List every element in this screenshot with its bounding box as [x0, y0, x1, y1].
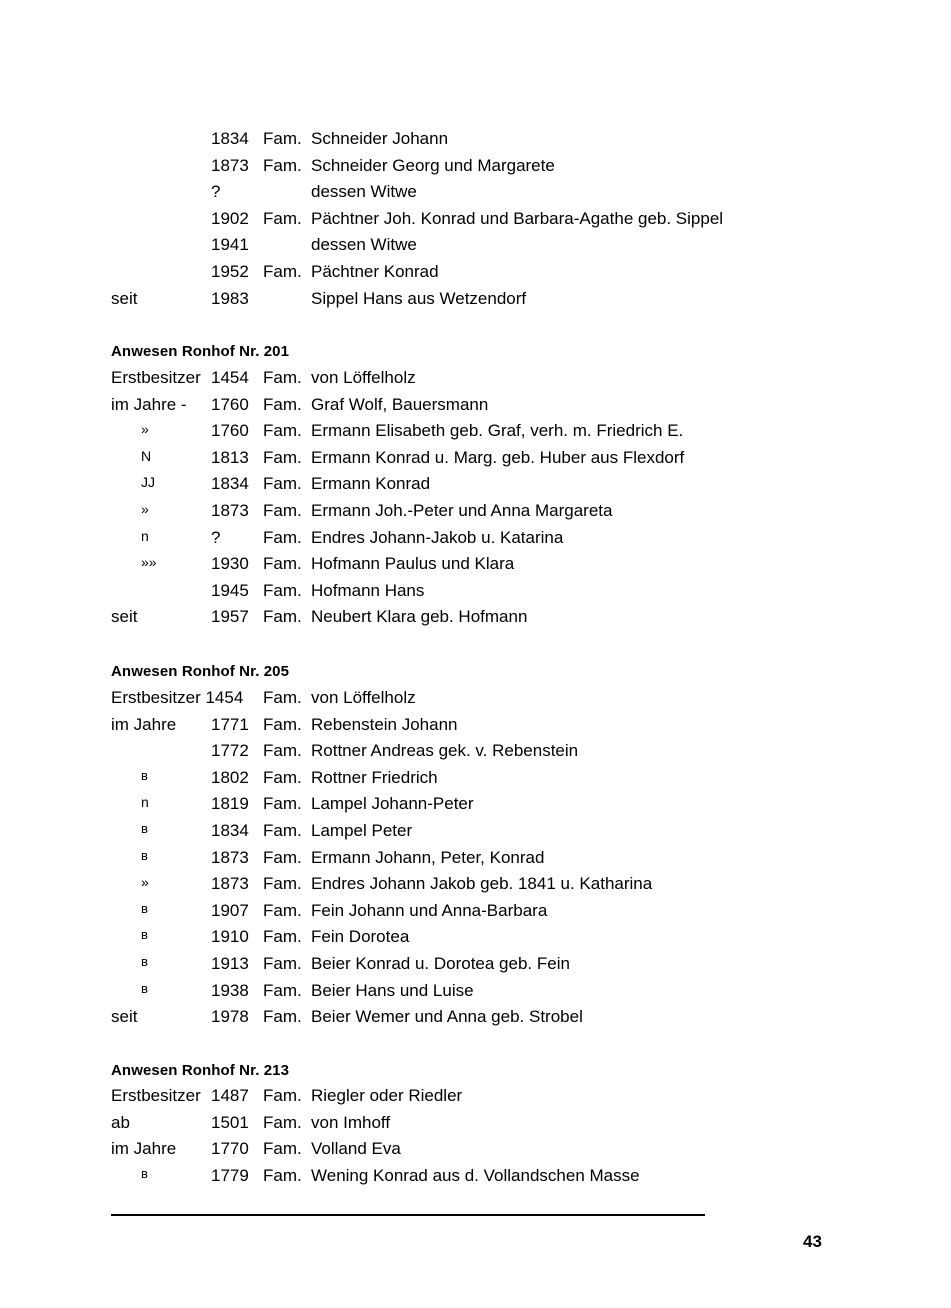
row-name: Endres Johann Jakob geb. 1841 u. Katharina: [311, 874, 653, 894]
row-year: 1938: [211, 980, 249, 1000]
row-name: Riegler oder Riedler: [311, 1086, 463, 1105]
row-fam: Fam.: [263, 688, 302, 707]
row-fam: Fam.: [263, 447, 302, 467]
row-name: Endres Johann-Jakob u. Katarina: [311, 527, 564, 547]
row-fam: Fam.: [263, 741, 302, 761]
row-name: Ermann Johann, Peter, Konrad: [311, 847, 545, 867]
row-name: Schneider Georg und Margarete: [311, 155, 555, 175]
row-year: 1819: [211, 794, 249, 814]
row-name: Volland Eva: [311, 1139, 401, 1159]
row-year: 1873: [211, 155, 249, 175]
row-label: seit: [111, 1007, 138, 1027]
row-label: N: [141, 447, 152, 464]
row-year: ?: [211, 527, 221, 547]
row-year: 1983: [211, 288, 249, 308]
row-fam: Fam.: [263, 900, 302, 920]
row-year: 1802: [211, 767, 249, 787]
row-label: в: [141, 847, 148, 863]
row-name: Pächtner Joh. Konrad und Barbara-Agathe geb. Sippel: [311, 208, 724, 228]
row-label: ab: [111, 1112, 130, 1132]
row-year: 1902: [211, 208, 249, 228]
row-year: 1772: [211, 741, 249, 761]
row-label: »»: [141, 554, 157, 571]
row-year: 1770: [211, 1139, 249, 1159]
row-name: dessen Witwe: [311, 182, 417, 202]
row-name: von Löffelholz: [311, 688, 416, 707]
row-year: 1913: [211, 953, 249, 973]
row-year: 1957: [211, 607, 249, 627]
row-name: Ermann Elisabeth geb. Graf, verh. m. Friedrich E.: [311, 421, 684, 441]
row-label: seit: [111, 288, 138, 308]
row-label: в: [141, 900, 148, 916]
row-name: Rottner Andreas gek. v. Rebenstein: [311, 741, 579, 761]
row-name: Rottner Friedrich: [311, 767, 438, 787]
row-label: в: [141, 953, 148, 969]
row-fam: Fam.: [263, 261, 302, 281]
row-name: Beier Konrad u. Dorotea geb. Fein: [311, 953, 570, 973]
row-name: Pächtner Konrad: [311, 261, 439, 281]
row-year: 1760: [211, 394, 249, 414]
row-fam: Fam.: [263, 980, 302, 1000]
row-name: Hofmann Paulus und Klara: [311, 554, 515, 574]
row-year: 1873: [211, 874, 249, 894]
row-label: в: [141, 767, 148, 783]
row-year: 1501: [211, 1112, 249, 1132]
row-label: JJ: [141, 474, 155, 491]
row-year: ?: [211, 182, 221, 202]
row-name: von Imhoff: [311, 1112, 391, 1132]
row-label: im Jahre: [111, 714, 177, 734]
row-name: Ermann Konrad: [311, 474, 431, 494]
row-fam: Fam.: [263, 927, 302, 947]
row-label: »: [141, 421, 149, 438]
row-year: 1771: [211, 714, 249, 734]
row-year: 1978: [211, 1007, 249, 1027]
row-fam: Fam.: [263, 767, 302, 787]
row-label: »: [141, 500, 149, 517]
row-year: 1910: [211, 927, 249, 947]
row-name: Rebenstein Johann: [311, 714, 458, 734]
row-year: 1834: [211, 474, 249, 494]
row-name: Neubert Klara geb. Hofmann: [311, 607, 528, 627]
row-name: Lampel Johann-Peter: [311, 794, 474, 814]
row-year: 1779: [211, 1165, 249, 1185]
row-year: 1834: [211, 820, 249, 840]
row-fam: Fam.: [263, 1007, 302, 1027]
row-year: 1760: [211, 421, 249, 441]
row-label: Erstbesitzer: [111, 1086, 201, 1105]
row-year: 1873: [211, 500, 249, 520]
row-fam: Fam.: [263, 208, 302, 228]
row-fam: Fam.: [263, 714, 302, 734]
row-year: 1834: [211, 129, 249, 148]
row-name: Sippel Hans aus Wetzendorf: [311, 288, 527, 308]
row-name: Beier Hans und Luise: [311, 980, 474, 1000]
row-year: 1813: [211, 447, 249, 467]
row-fam: Fam.: [263, 1112, 302, 1132]
section-heading-201: Anwesen Ronhof Nr. 201: [111, 343, 290, 360]
row-year: 1930: [211, 554, 249, 574]
row-year: 1941: [211, 235, 249, 255]
row-year: 1952: [211, 261, 249, 281]
row-year: 1454: [211, 368, 249, 387]
row-name: Schneider Johann: [311, 129, 449, 148]
row-label: n: [141, 527, 149, 544]
row-year: 1487: [211, 1086, 249, 1105]
row-fam: Fam.: [263, 580, 302, 600]
row-fam: Fam.: [263, 421, 302, 441]
row-fam: Fam.: [263, 527, 302, 547]
row-name: Lampel Peter: [311, 820, 413, 840]
row-label: »: [141, 874, 149, 891]
section-heading-205: Anwesen Ronhof Nr. 205: [111, 663, 290, 680]
row-label: в: [141, 980, 148, 996]
row-name: Ermann Joh.-Peter und Anna Margareta: [311, 500, 613, 520]
row-label: в: [141, 820, 148, 836]
row-name: Fein Johann und Anna-Barbara: [311, 900, 548, 920]
row-fam: Fam.: [263, 847, 302, 867]
row-fam: Fam.: [263, 1086, 302, 1105]
row-label: Erstbesitzer: [111, 368, 201, 387]
row-label: im Jahre: [111, 1139, 177, 1159]
row-label: im Jahre -: [111, 394, 187, 414]
row-fam: Fam.: [263, 394, 302, 414]
row-fam: Fam.: [263, 155, 302, 175]
row-label: seit: [111, 607, 138, 627]
row-name: Graf Wolf, Bauersmann: [311, 394, 489, 414]
row-name: von Löffelholz: [311, 368, 416, 387]
row-fam: Fam.: [263, 474, 302, 494]
row-fam: Fam.: [263, 794, 302, 814]
row-fam: Fam.: [263, 953, 302, 973]
row-label: Erstbesitzer 1454: [111, 688, 244, 707]
footer-divider: [111, 1214, 705, 1216]
row-name: dessen Witwe: [311, 235, 417, 255]
section-heading-213: Anwesen Ronhof Nr. 213: [111, 1062, 290, 1079]
row-fam: Fam.: [263, 1139, 302, 1159]
row-name: Wening Konrad aus d. Vollandschen Masse: [311, 1165, 640, 1185]
row-fam: Fam.: [263, 820, 302, 840]
row-year: 1907: [211, 900, 249, 920]
row-name: Beier Wemer und Anna geb. Strobel: [311, 1007, 583, 1027]
row-fam: Fam.: [263, 368, 302, 387]
row-fam: Fam.: [263, 874, 302, 894]
row-fam: Fam.: [263, 500, 302, 520]
row-fam: Fam.: [263, 129, 302, 148]
row-year: 1873: [211, 847, 249, 867]
row-fam: Fam.: [263, 554, 302, 574]
row-name: Fein Dorotea: [311, 927, 410, 947]
row-label: n: [141, 794, 149, 811]
row-year: 1945: [211, 580, 249, 600]
row-label: в: [141, 927, 148, 943]
row-name: Ermann Konrad u. Marg. geb. Huber aus Flexdorf: [311, 447, 685, 467]
page-number: 43: [803, 1232, 822, 1251]
row-fam: Fam.: [263, 1165, 302, 1185]
row-label: в: [141, 1165, 148, 1181]
row-fam: Fam.: [263, 607, 302, 627]
row-name: Hofmann Hans: [311, 580, 425, 600]
